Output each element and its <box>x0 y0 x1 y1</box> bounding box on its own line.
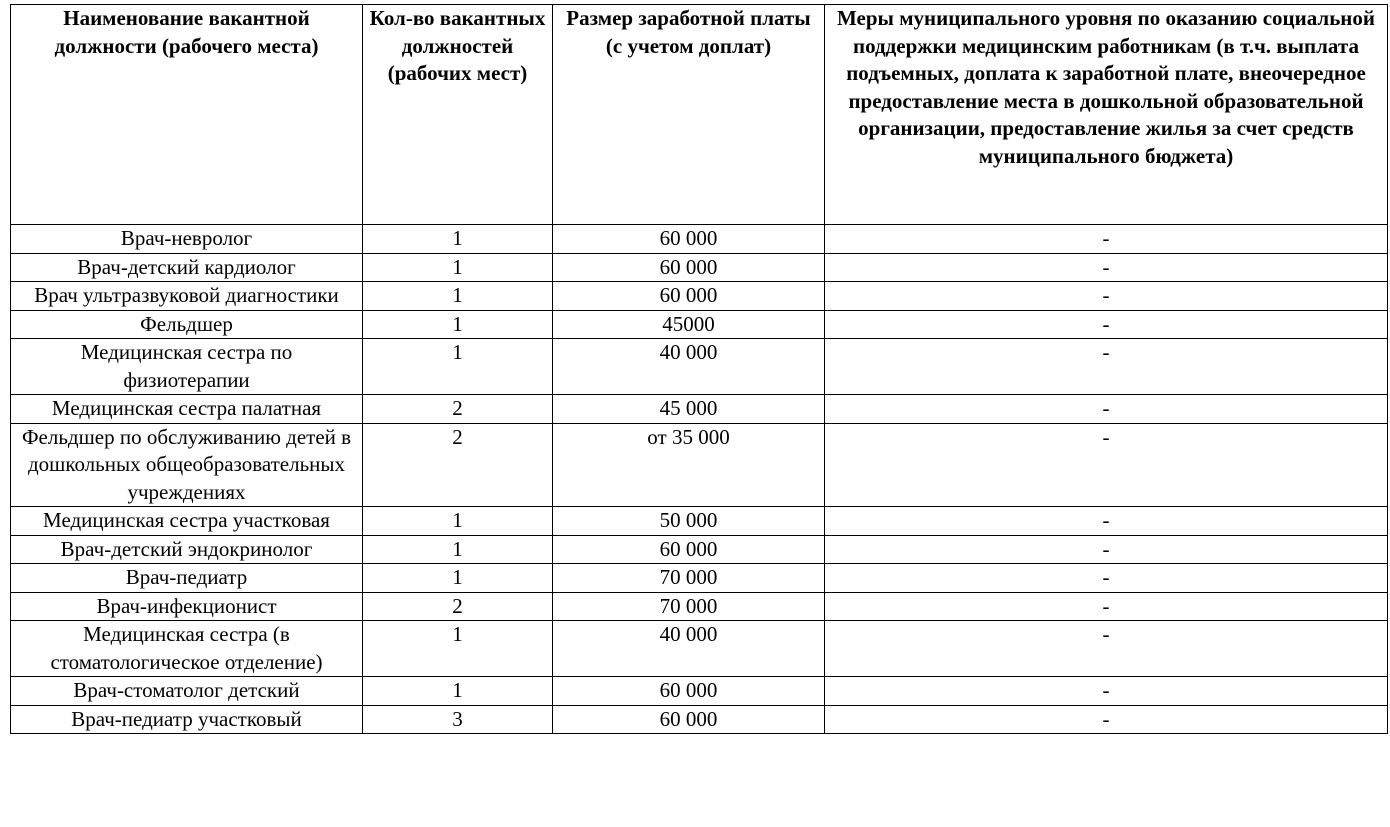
cell-measures: - <box>825 535 1388 564</box>
cell-salary: 40 000 <box>553 339 825 395</box>
cell-count: 1 <box>363 282 553 311</box>
cell-position: Врач-невролог <box>11 225 363 254</box>
cell-count: 1 <box>363 507 553 536</box>
cell-position: Врач-детский эндокринолог <box>11 535 363 564</box>
cell-count: 1 <box>363 339 553 395</box>
header-row <box>11 5 1388 225</box>
table-row <box>11 592 1388 621</box>
cell-position: Врач-педиатр участковый <box>11 705 363 734</box>
cell-measures: - <box>825 310 1388 339</box>
cell-position: Врач-педиатр <box>11 564 363 593</box>
cell-salary: 60 000 <box>553 677 825 706</box>
cell-measures: - <box>825 253 1388 282</box>
table-row <box>11 395 1388 424</box>
cell-position: Медицинская сестра палатная <box>11 395 363 424</box>
header-measures: Меры муниципального уровня по оказанию социальной поддержки медицинским работникам (в т.ч. выплата подъемных, доплата к заработной плате, внеочередное предоставление места в дошкольной образовательной организации, предоставление жилья за счет средств муниципального бюджета) <box>825 5 1388 225</box>
table-row <box>11 253 1388 282</box>
cell-measures: - <box>825 705 1388 734</box>
cell-salary: 60 000 <box>553 282 825 311</box>
cell-count: 2 <box>363 592 553 621</box>
table-row <box>11 535 1388 564</box>
table-row <box>11 621 1388 677</box>
cell-measures: - <box>825 592 1388 621</box>
cell-position: Фельдшер по обслуживанию детей в дошкольных общеобразовательных учреждениях <box>11 423 363 507</box>
cell-position: Врач-детский кардиолог <box>11 253 363 282</box>
cell-salary: от 35 000 <box>553 423 825 507</box>
cell-salary: 40 000 <box>553 621 825 677</box>
cell-position: Медицинская сестра участковая <box>11 507 363 536</box>
cell-salary: 45 000 <box>553 395 825 424</box>
cell-salary: 45000 <box>553 310 825 339</box>
cell-measures: - <box>825 621 1388 677</box>
table-row <box>11 282 1388 311</box>
cell-count: 1 <box>363 535 553 564</box>
table-body <box>11 225 1388 734</box>
cell-position: Врач ультразвуковой диагностики <box>11 282 363 311</box>
table-row <box>11 564 1388 593</box>
table-row <box>11 507 1388 536</box>
cell-measures: - <box>825 564 1388 593</box>
cell-measures: - <box>825 507 1388 536</box>
cell-position: Фельдшер <box>11 310 363 339</box>
cell-count: 1 <box>363 677 553 706</box>
cell-measures: - <box>825 282 1388 311</box>
table-row <box>11 677 1388 706</box>
table-row <box>11 310 1388 339</box>
table-row <box>11 423 1388 507</box>
cell-salary: 50 000 <box>553 507 825 536</box>
cell-salary: 70 000 <box>553 592 825 621</box>
header-salary: Размер заработной платы (с учетом доплат) <box>553 5 825 225</box>
header-count: Кол-во вакантных должностей (рабочих мест) <box>363 5 553 225</box>
cell-position: Медицинская сестра по физиотерапии <box>11 339 363 395</box>
cell-measures: - <box>825 395 1388 424</box>
cell-count: 1 <box>363 564 553 593</box>
cell-salary: 70 000 <box>553 564 825 593</box>
cell-count: 1 <box>363 225 553 254</box>
cell-measures: - <box>825 339 1388 395</box>
cell-count: 1 <box>363 621 553 677</box>
cell-position: Медицинская сестра (в стоматологическое отделение) <box>11 621 363 677</box>
cell-count: 2 <box>363 423 553 507</box>
cell-measures: - <box>825 423 1388 507</box>
table-row <box>11 339 1388 395</box>
header-position: Наименование вакантной должности (рабочего места) <box>11 5 363 225</box>
cell-count: 1 <box>363 253 553 282</box>
cell-count: 2 <box>363 395 553 424</box>
cell-salary: 60 000 <box>553 225 825 254</box>
table-header <box>11 5 1388 225</box>
table-row <box>11 705 1388 734</box>
cell-position: Врач-стоматолог детский <box>11 677 363 706</box>
cell-salary: 60 000 <box>553 535 825 564</box>
cell-position: Врач-инфекционист <box>11 592 363 621</box>
cell-salary: 60 000 <box>553 705 825 734</box>
vacancy-table <box>10 4 1388 734</box>
table-row <box>11 225 1388 254</box>
cell-salary: 60 000 <box>553 253 825 282</box>
cell-count: 3 <box>363 705 553 734</box>
cell-measures: - <box>825 225 1388 254</box>
cell-measures: - <box>825 677 1388 706</box>
cell-count: 1 <box>363 310 553 339</box>
